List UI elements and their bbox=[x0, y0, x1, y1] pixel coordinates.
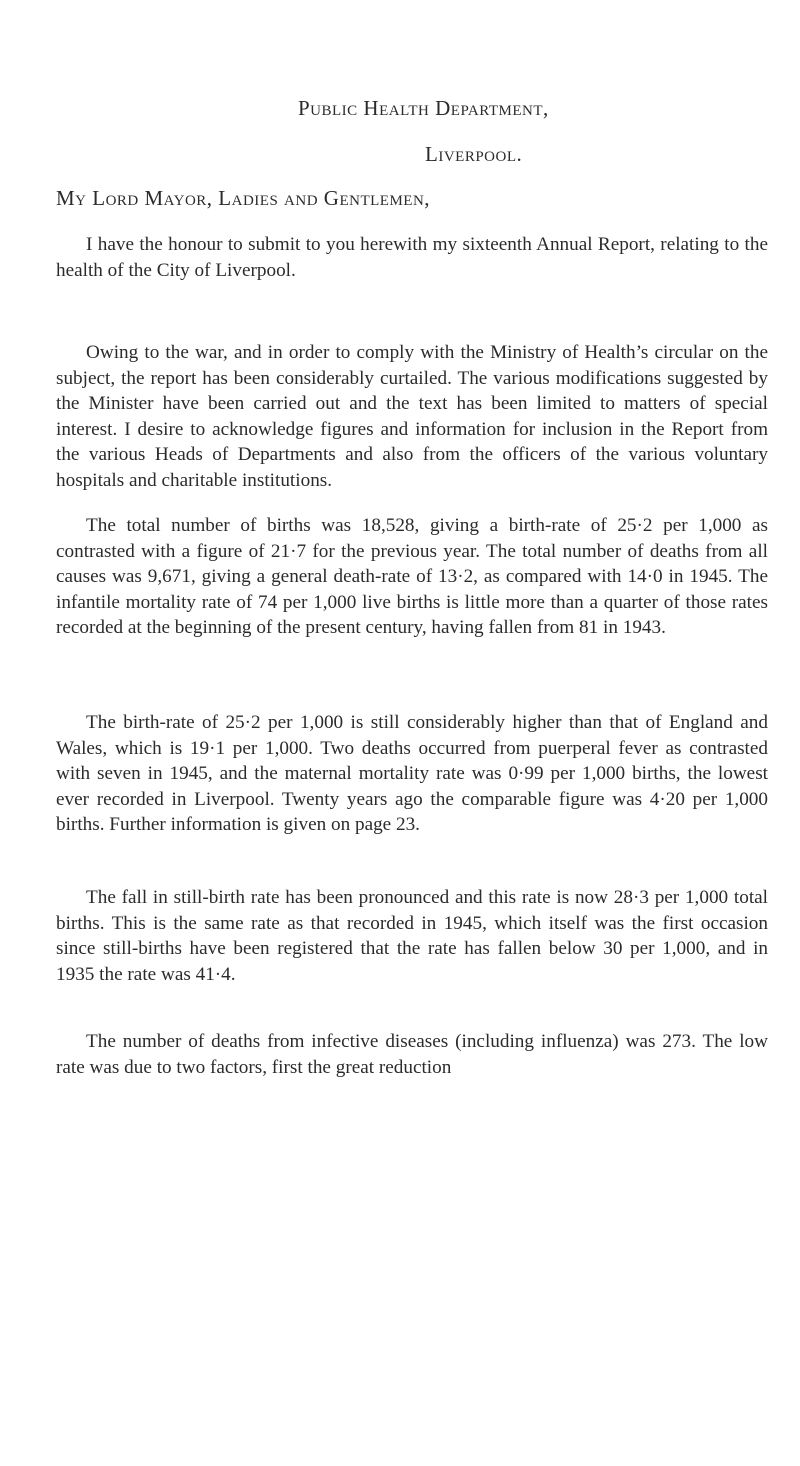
paragraph-infective-diseases-text: The number of deaths from infective diseases (including influenza) was 273. The low rate was due to two factors, first the great reduction bbox=[56, 1031, 768, 1078]
paragraph-intro-text: I have the honour to submit to you herewith my sixteenth Annual Report, relating to the health of the City of Liverpool. bbox=[56, 234, 768, 281]
paragraph-birth-rate-comparison bbox=[56, 710, 768, 838]
department-heading: Public Health Department, bbox=[298, 96, 549, 120]
paragraph-war-curtailment bbox=[56, 340, 768, 493]
paragraph-infective-diseases bbox=[56, 1029, 768, 1080]
city-heading: Liverpool. bbox=[425, 142, 523, 166]
paragraph-births-deaths-text: The total number of births was 18,528, giving a birth-rate of 25·2 per 1,000 as contrasted with a figure of 21·7 for the previous year. The total number of deaths from all causes was 9,671, giving a general death-rate of 13·2, as compared with 14·0 in 1945. The infantile mortality rate of 74 per 1,000 live births is little more than a quarter of those rates recorded at the beginning of the present century, having fallen from 81 in 1943. bbox=[56, 515, 768, 638]
paragraph-births-deaths bbox=[56, 513, 768, 641]
salutation: My Lord Mayor, Ladies and Gentlemen, bbox=[56, 186, 431, 210]
paragraph-still-birth-rate-text: The fall in still-birth rate has been pronounced and this rate is now 28·3 per 1,000 total births. This is the same rate as that recorded in 1945, which itself was the first occasion since still-births have been registered that the rate has fallen below 30 per 1,000, and in 1935 the rate was 41·4. bbox=[56, 887, 768, 985]
paragraph-intro bbox=[56, 232, 768, 283]
paragraph-war-curtailment-text: Owing to the war, and in order to comply with the Ministry of Health’s circular on the subject, the report has been considerably curtailed. The various modifications suggested by the Minister have been carried out and the text has been limited to matters of special interest. I desire to acknowledge figures and information for inclusion in the Report from the various Heads of Departments and also from the officers of the various voluntary hospitals and charitable institutions. bbox=[56, 342, 768, 491]
paragraph-still-birth-rate bbox=[56, 885, 768, 987]
paragraph-birth-rate-comparison-text: The birth-rate of 25·2 per 1,000 is still considerably higher than that of England and Wales, which is 19·1 per 1,000. Two deaths occurred from puerperal fever as contrasted with seven in 1945, and the maternal mortality rate was 0·99 per 1,000 births, the lowest ever recorded in Liverpool. Twenty years ago the comparable figure was 4·20 per 1,000 births. Further information is given on page 23. bbox=[56, 712, 768, 835]
